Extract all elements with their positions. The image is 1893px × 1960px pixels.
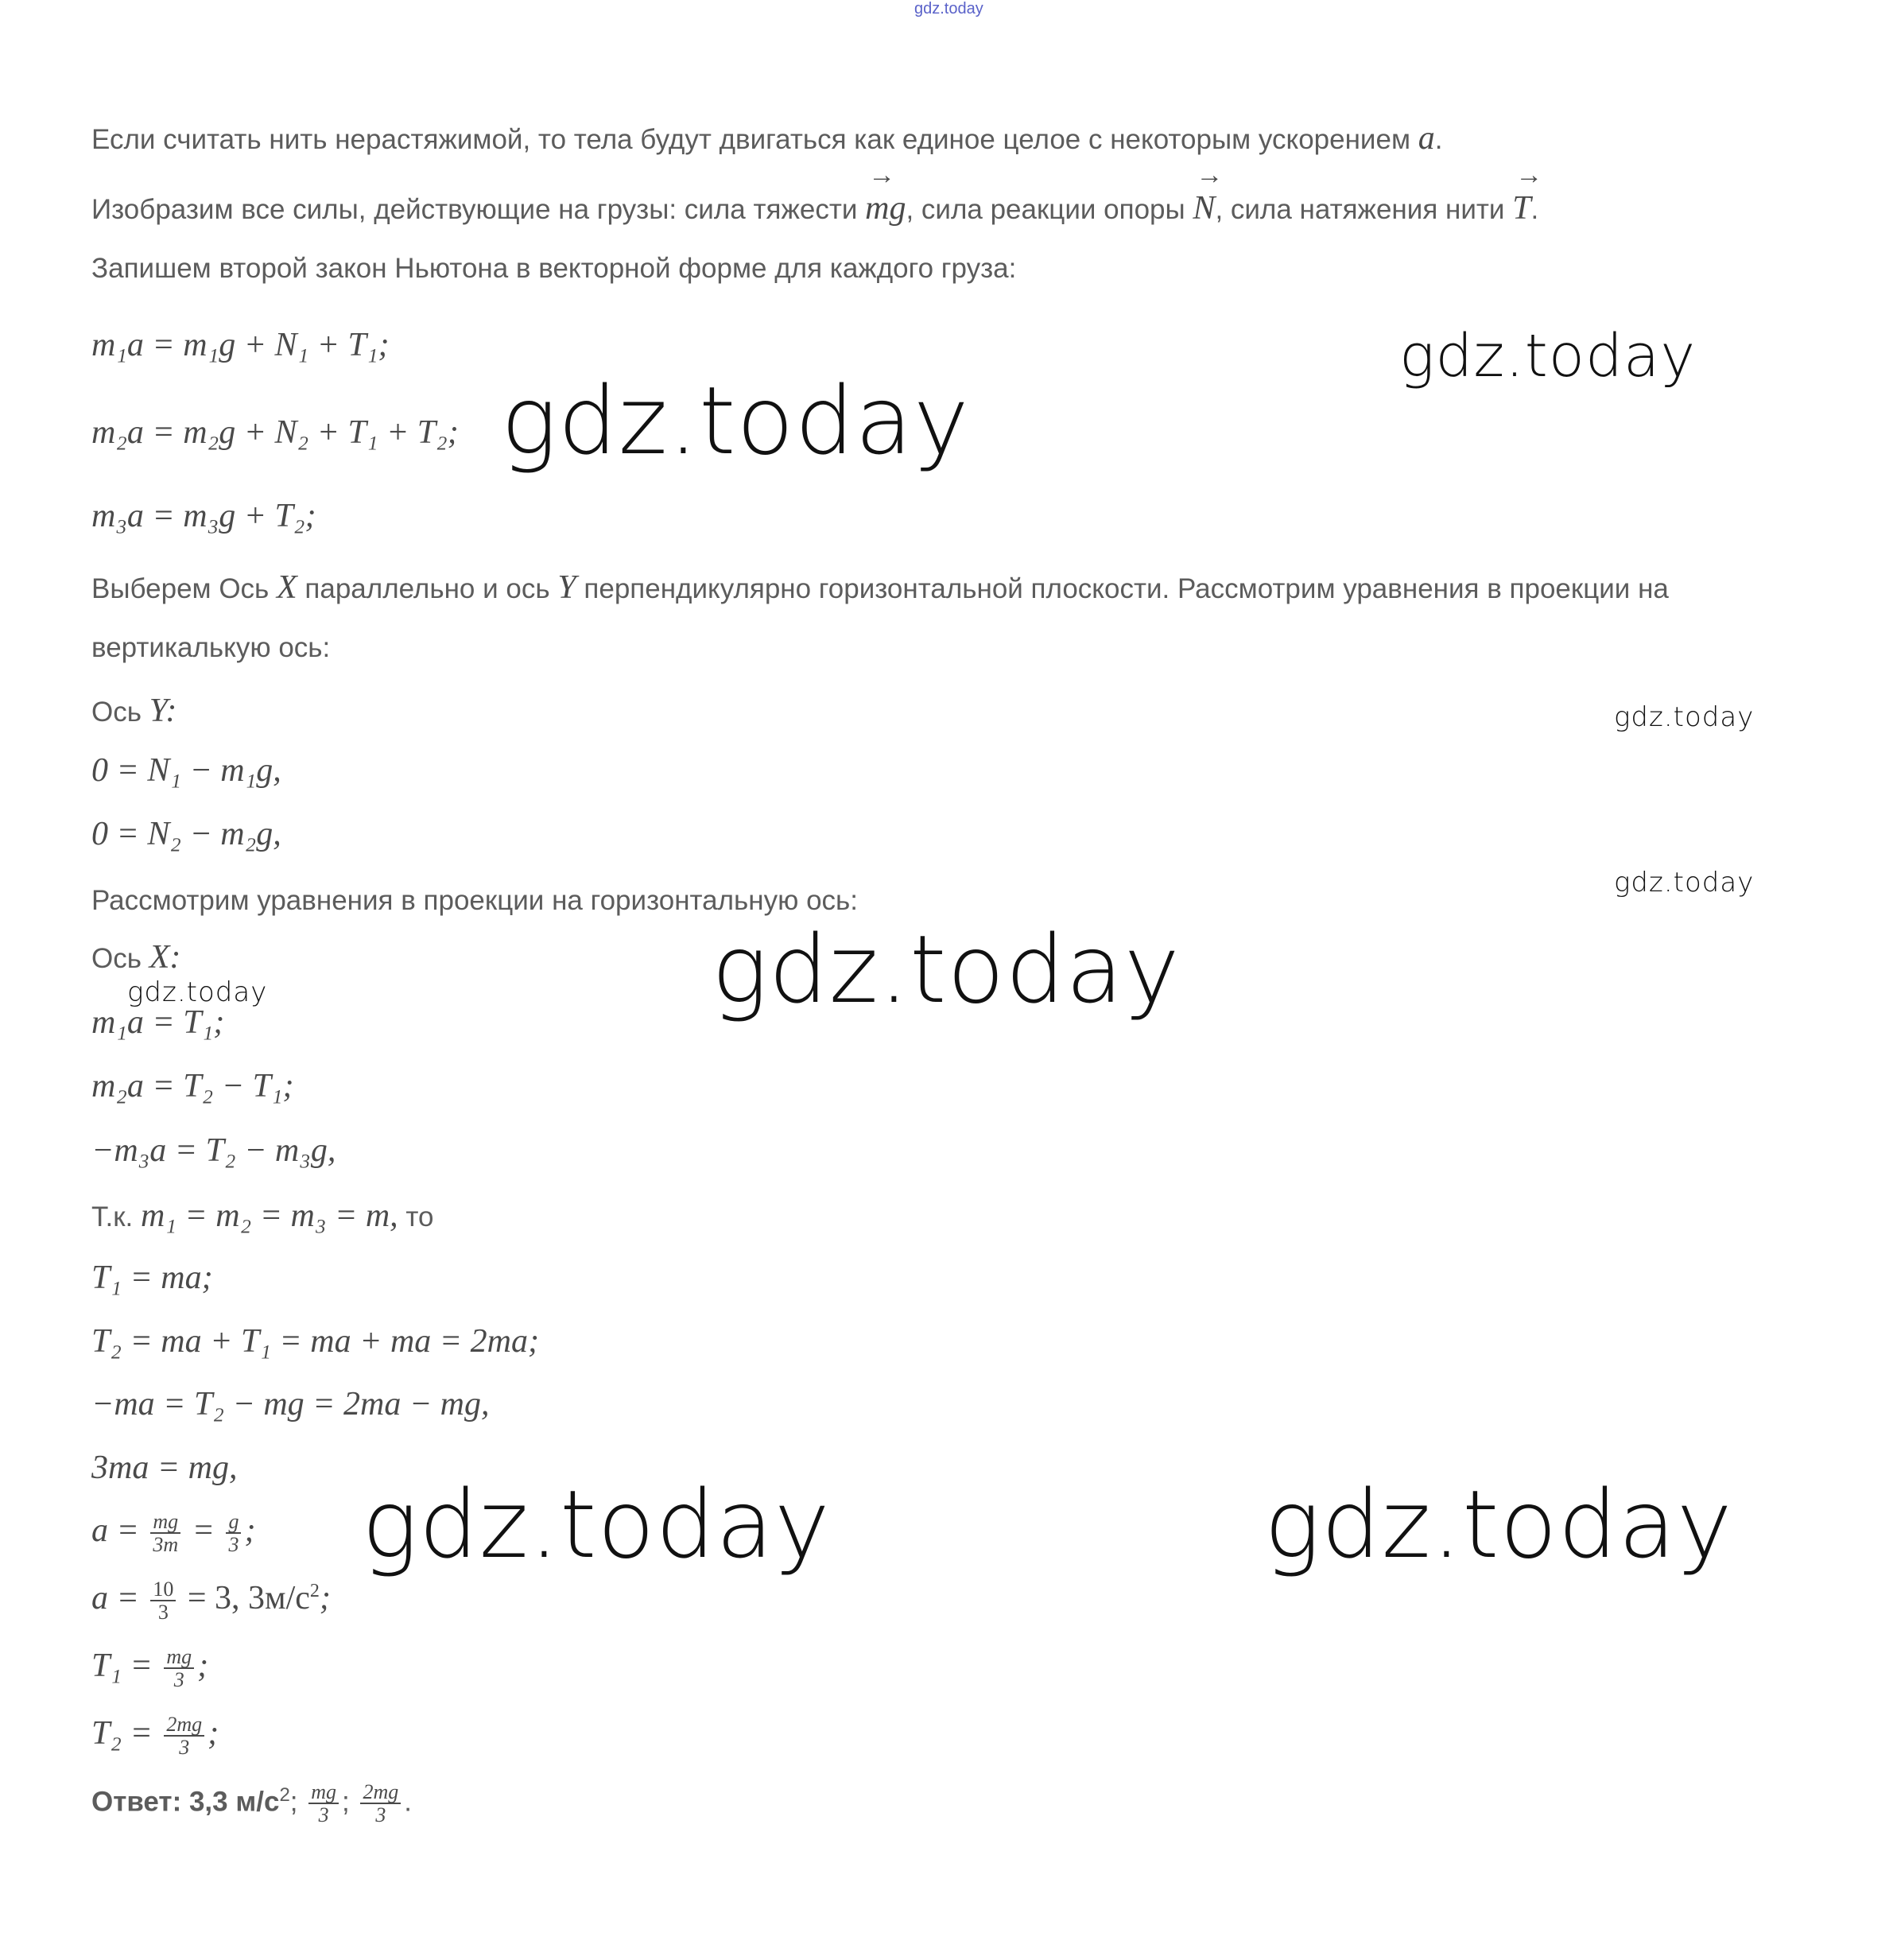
vector-N: → N (1193, 189, 1215, 227)
axis-y-heading (91, 692, 176, 730)
fraction (164, 1714, 204, 1759)
denominator: 3 (375, 1803, 386, 1827)
numerator: 2mg (360, 1781, 401, 1804)
equation-y-2: 0 = N₂ − m₂g, (91, 816, 281, 852)
value: = 3, 3м/с (187, 1579, 310, 1617)
fraction (164, 1646, 194, 1691)
watermark: gdz.today (1614, 701, 1755, 733)
lhs: T₁ = (91, 1647, 153, 1684)
equation-1: m₁a = m₁g + N₁ + T₁; (91, 327, 390, 363)
solution-step-3: −ma = T₂ − mg = 2ma − mg, (91, 1386, 490, 1422)
denominator: 3 (318, 1803, 329, 1827)
equation-x-1: m₁a = T₁; (91, 1004, 225, 1041)
numerator: g (226, 1511, 241, 1534)
numerator: 2mg (164, 1714, 204, 1737)
tension-2-formula: T₂ = $\frac{2mg}{3}$ ; (91, 1713, 219, 1760)
answer-label: Ответ: (91, 1786, 182, 1818)
sentence: Выберем Ось (91, 573, 270, 604)
sentence: то (405, 1201, 434, 1232)
sentence: параллельно и ось (305, 573, 550, 604)
equation-2: m₂a = m₂g + N₂ + T₁ + T₂; (91, 414, 459, 451)
text-line-5: вертикалькую ось: (91, 632, 331, 663)
lhs: T₂ = (91, 1714, 153, 1752)
solution-step-1: T₁ = ma; (91, 1259, 213, 1296)
text-line-tk (91, 1197, 434, 1235)
var-Y: Y: (149, 693, 177, 729)
fraction (226, 1511, 241, 1556)
tension-1-formula: T₁ = $\frac{mg}{3}$ ; (91, 1645, 209, 1692)
watermark: gdz.today (1264, 1469, 1733, 1579)
sentence: перпендикулярно горизонтальной плоскости. Рассмотрим уравнения в проекции на (584, 573, 1669, 604)
exponent: 2 (279, 1783, 290, 1806)
equation-x-2: m₂a = T₂ − T₁; (91, 1068, 294, 1104)
var-a: a (1418, 120, 1435, 157)
watermark: gdz.today (362, 1469, 831, 1579)
sentence: , сила реакции опоры (906, 194, 1185, 225)
answer-value: 3,3 м/с (188, 1786, 280, 1818)
sentence: Т.к. (91, 1201, 134, 1232)
text-line-4 (91, 569, 1669, 607)
numerator: mg (164, 1646, 194, 1669)
equation-y-1: 0 = N₁ − m₁g, (91, 752, 281, 789)
watermark: gdz.today (501, 366, 970, 475)
denominator: 3m (153, 1533, 179, 1557)
axis-label: Ось (91, 697, 142, 728)
numerator: mg (150, 1511, 180, 1534)
axis-x-heading (91, 938, 180, 976)
fraction (150, 1511, 180, 1556)
axis-label: Ось (91, 943, 142, 974)
vector-mg: → mg (865, 189, 906, 227)
denominator: 3 (228, 1533, 239, 1557)
mass-equality: m₁ = m₂ = m₃ = m, (141, 1197, 398, 1234)
lhs: a = (91, 1512, 139, 1549)
text-line-3: Запишем второй закон Ньютона в векторной форме для каждого груза: (91, 253, 1017, 284)
var-X: X: (149, 939, 181, 976)
equation-x-3: −m₃a = T₂ − m₃g, (91, 1132, 336, 1169)
fraction (360, 1781, 401, 1826)
text-line-6: Рассмотрим уравнения в проекции на горизонтальную ось: (91, 885, 859, 916)
var-X: X (277, 569, 297, 606)
answer-line: Ответ: 3,3 $м/с^2$; $\frac{mg}{3}$ ; $\frac{2mg}{3}$ . (91, 1780, 412, 1827)
acceleration-value: a = $\frac{10}{3}$ = 3, $3м/с^2$; (91, 1578, 331, 1624)
header-watermark: gdz.today (914, 0, 983, 17)
sentence: , сила натяжения нити (1215, 194, 1505, 225)
sentence: Если считать нить нерастяжимой, то тела будут двигаться как единое целое с некоторым ускорением (91, 124, 1411, 155)
denominator: 3 (173, 1668, 184, 1692)
watermark: gdz.today (1614, 867, 1755, 898)
var-Y: Y (557, 569, 576, 606)
watermark: gdz.today (712, 914, 1181, 1024)
watermark: gdz.today (1399, 322, 1697, 390)
solution-step-4: 3ma = mg, (91, 1450, 238, 1486)
equation-3: m₃a = m₃g + T₂; (91, 498, 316, 534)
solution-step-2: T₂ = ma + T₁ = ma + ma = 2ma; (91, 1323, 539, 1360)
sentence: Изобразим все силы, действующие на грузы: сила тяжести (91, 194, 858, 225)
fraction (150, 1578, 176, 1624)
acceleration-formula: a = $\frac{mg}{3m}$ = $\frac{g}{3}$ ; (91, 1510, 256, 1557)
lhs: a = (91, 1579, 139, 1617)
numerator: mg (308, 1781, 339, 1804)
text-line-2: Изобразим все силы, действующие на грузы: сила тяжести → mg, сила реакции опоры → N, сила натяжения нити → T. (91, 189, 1538, 227)
exponent: 2 (309, 1580, 320, 1601)
equals: = (192, 1512, 215, 1549)
numerator: 10 (150, 1578, 176, 1601)
denominator: 3 (157, 1601, 169, 1624)
denominator: 3 (179, 1736, 190, 1760)
vector-T: → T (1512, 189, 1530, 227)
fraction (308, 1781, 339, 1826)
text-line-1: Если считать нить нерастяжимой, то тела будут двигаться как единое целое с некоторым ускорением a. (91, 120, 1443, 157)
watermark: gdz.today (127, 976, 268, 1008)
